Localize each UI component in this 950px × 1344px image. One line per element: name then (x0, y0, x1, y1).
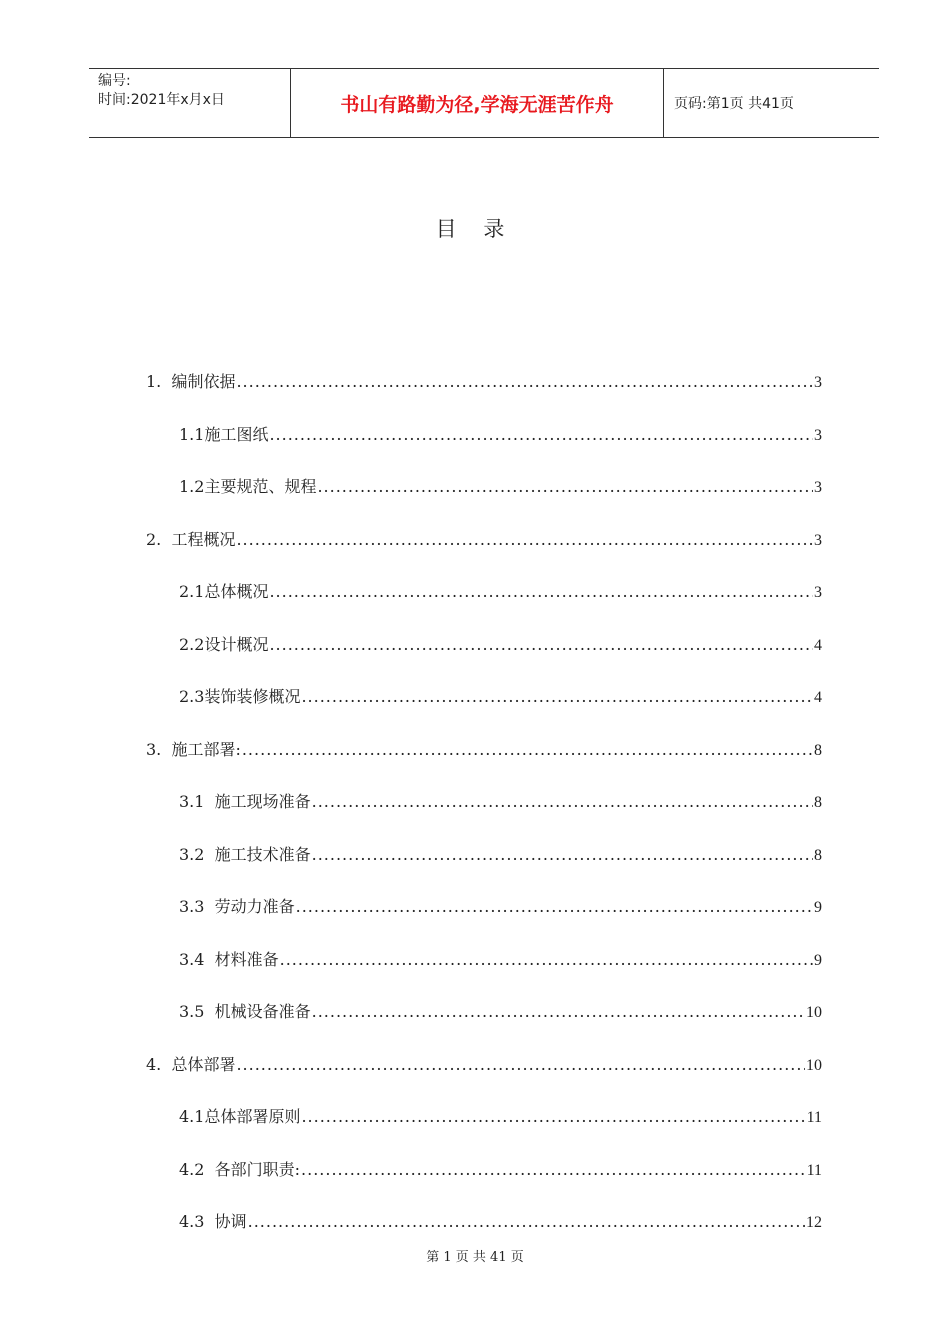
toc-leader-dots (242, 740, 813, 759)
toc-entry-label: 2.1总体概况 (179, 582, 269, 601)
toc-leader-dots (269, 635, 813, 654)
toc-entry-label: 2.3装饰装修概况 (179, 687, 301, 706)
toc-entry[interactable] (179, 947, 822, 969)
toc-entry-label: 3. 施工部署: (146, 740, 241, 759)
toc-leader-dots (236, 372, 813, 391)
toc-entry-page: 3 (814, 374, 822, 391)
toc-entry[interactable] (179, 422, 822, 444)
toc-entry-label: 3.2 施工技术准备 (179, 845, 311, 864)
toc-entry-label: 1.1施工图纸 (179, 425, 269, 444)
toc-entry[interactable] (179, 999, 822, 1021)
toc-leader-dots (269, 582, 813, 601)
toc-entry-page: 11 (806, 1109, 822, 1126)
toc-entry[interactable] (179, 1157, 822, 1179)
toc-entry-label: 3.3 劳动力准备 (179, 897, 295, 916)
toc-entry-label: 2. 工程概况 (146, 530, 236, 549)
toc-leader-dots (301, 687, 813, 706)
toc-leader-dots (301, 1160, 806, 1179)
header-page-code: 页码:第1页 共41页 (674, 96, 794, 112)
toc-leader-dots (301, 1107, 805, 1126)
document-header (89, 68, 879, 138)
toc-leader-dots (280, 950, 813, 969)
toc-entry-page: 10 (806, 1004, 822, 1021)
toc-entry-label: 4. 总体部署 (146, 1055, 236, 1074)
toc-entry[interactable] (179, 1209, 822, 1231)
toc-entry-label: 3.5 机械设备准备 (179, 1002, 311, 1021)
toc-entry-page: 8 (814, 847, 822, 864)
toc-entry-page: 3 (814, 584, 822, 601)
toc-leader-dots (296, 897, 813, 916)
toc-entry[interactable] (179, 632, 822, 654)
toc-entry-label: 3.1 施工现场准备 (179, 792, 311, 811)
toc-entry-label: 4.2 各部门职责: (179, 1160, 301, 1179)
toc-entry[interactable] (146, 527, 822, 549)
toc-leader-dots (312, 792, 813, 811)
toc-entry-page: 9 (814, 899, 822, 916)
toc-leader-dots (312, 845, 813, 864)
number-label: 编号: (98, 73, 131, 89)
toc-leader-dots (236, 1055, 805, 1074)
toc-leader-dots (317, 477, 813, 496)
toc-entry-label: 1.2主要规范、规程 (179, 477, 317, 496)
toc-leader-dots (248, 1212, 805, 1231)
page-footer: 第 1 页 共 41 页 (426, 1250, 524, 1265)
toc-entry-page: 8 (814, 794, 822, 811)
toc-entry[interactable] (179, 842, 822, 864)
toc-entry-page: 8 (814, 742, 822, 759)
toc-entry[interactable] (179, 1104, 822, 1126)
toc-entry[interactable] (179, 894, 822, 916)
toc-entry-page: 4 (814, 689, 822, 706)
toc-entry-page: 11 (806, 1162, 822, 1179)
toc-entry[interactable] (146, 369, 822, 391)
toc-entry-page: 4 (814, 637, 822, 654)
toc-title: 目 录 (435, 217, 515, 241)
toc-entry[interactable] (179, 474, 822, 496)
toc-entry[interactable] (179, 579, 822, 601)
toc-entry-page: 10 (806, 1057, 822, 1074)
toc-entry[interactable] (146, 737, 822, 759)
toc-entry-page: 3 (814, 479, 822, 496)
toc-leader-dots (312, 1002, 805, 1021)
header-motto: 书山有路勤为径,学海无涯苦作舟 (291, 69, 664, 137)
toc-leader-dots (269, 425, 813, 444)
toc-entry[interactable] (179, 684, 822, 706)
toc-entry-label: 4.1总体部署原则 (179, 1107, 301, 1126)
toc-entry-page: 9 (814, 952, 822, 969)
toc-entry[interactable] (146, 1052, 822, 1074)
toc-entry-label: 3.4 材料准备 (179, 950, 279, 969)
header-meta (89, 69, 291, 137)
toc-entry-label: 1. 编制依据 (146, 372, 236, 391)
toc-entry-page: 12 (806, 1214, 822, 1231)
toc-entry-label: 2.2设计概况 (179, 635, 269, 654)
toc-entry-page: 3 (814, 532, 822, 549)
date-line: 时间:2021年x月x日 (98, 92, 225, 108)
toc-entry[interactable] (179, 789, 822, 811)
toc-entry-page: 3 (814, 427, 822, 444)
toc-leader-dots (236, 530, 813, 549)
toc-entry-label: 4.3 协调 (179, 1212, 247, 1231)
